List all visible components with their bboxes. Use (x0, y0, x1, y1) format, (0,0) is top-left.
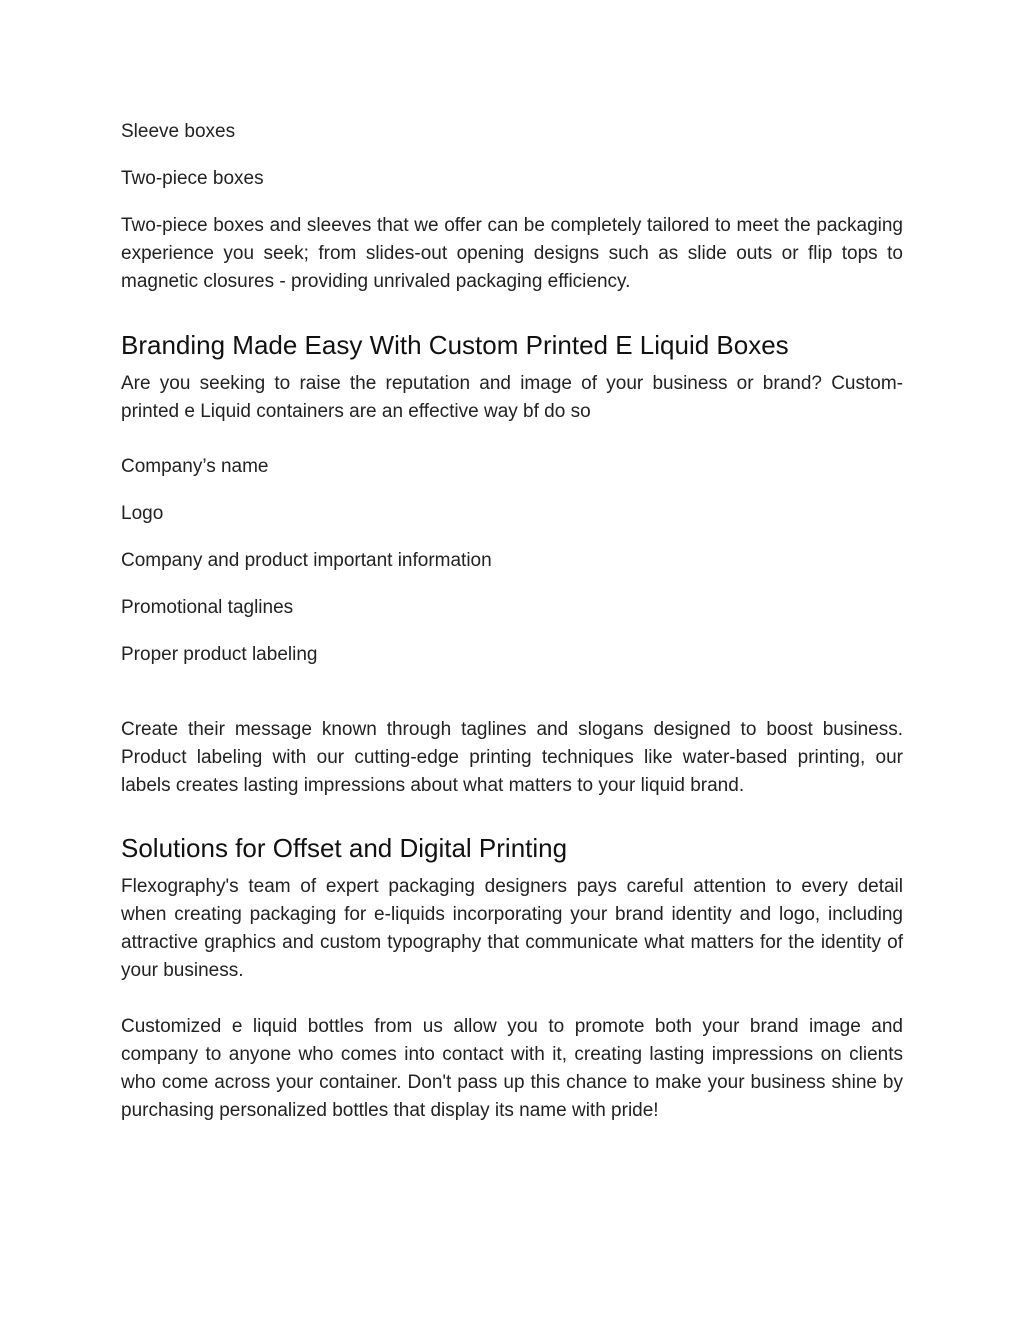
document-body (121, 118, 903, 1125)
intro-item-sleeve-boxes: Sleeve boxes (121, 121, 236, 142)
list-item-logo: Logo (121, 503, 164, 524)
intro-item-two-piece-boxes: Two-piece boxes (121, 168, 264, 189)
section2-paragraph-2: Customized e liquid bottles from us allow you to promote both your brand image and company to anyone who comes into contact with it, creating lasting impressions on clients who come across your container. Don't pass up this chance to make your business shine by purchasing personalized bottles that display its name with pride! (121, 1016, 903, 1121)
list-item-company-name: Company’s name (121, 456, 269, 477)
list-item-labeling: Proper product labeling (121, 644, 318, 665)
section2-heading: Solutions for Offset and Digital Printing (121, 833, 568, 863)
intro-paragraph: Two-piece boxes and sleeves that we offer can be completely tailored to meet the packaging experience you seek; from slides-out opening designs such as slide outs or flip tops to magnetic closures - providing unrivaled packaging efficiency. (121, 215, 903, 292)
list-item-taglines: Promotional taglines (121, 597, 294, 618)
section1-paragraph: Create their message known through taglines and slogans designed to boost business. Product labeling with our cutting-edge printing techniques like water-based printing, our labels creates lasting impressions about what matters to your liquid brand. (121, 719, 903, 796)
section1-heading: Branding Made Easy With Custom Printed E Liquid Boxes (121, 330, 789, 360)
list-item-company-info: Company and product important information (121, 550, 492, 571)
section1-intro: Are you seeking to raise the reputation and image of your business or brand? Custom-printed e Liquid containers are an effective way bf do so (121, 373, 903, 422)
section2-paragraph-1: Flexography's team of expert packaging designers pays careful attention to every detail when creating packaging for e-liquids incorporating your brand identity and logo, including attractive graphics and custom typography that communicate what matters for the identity of your business. (121, 876, 903, 981)
